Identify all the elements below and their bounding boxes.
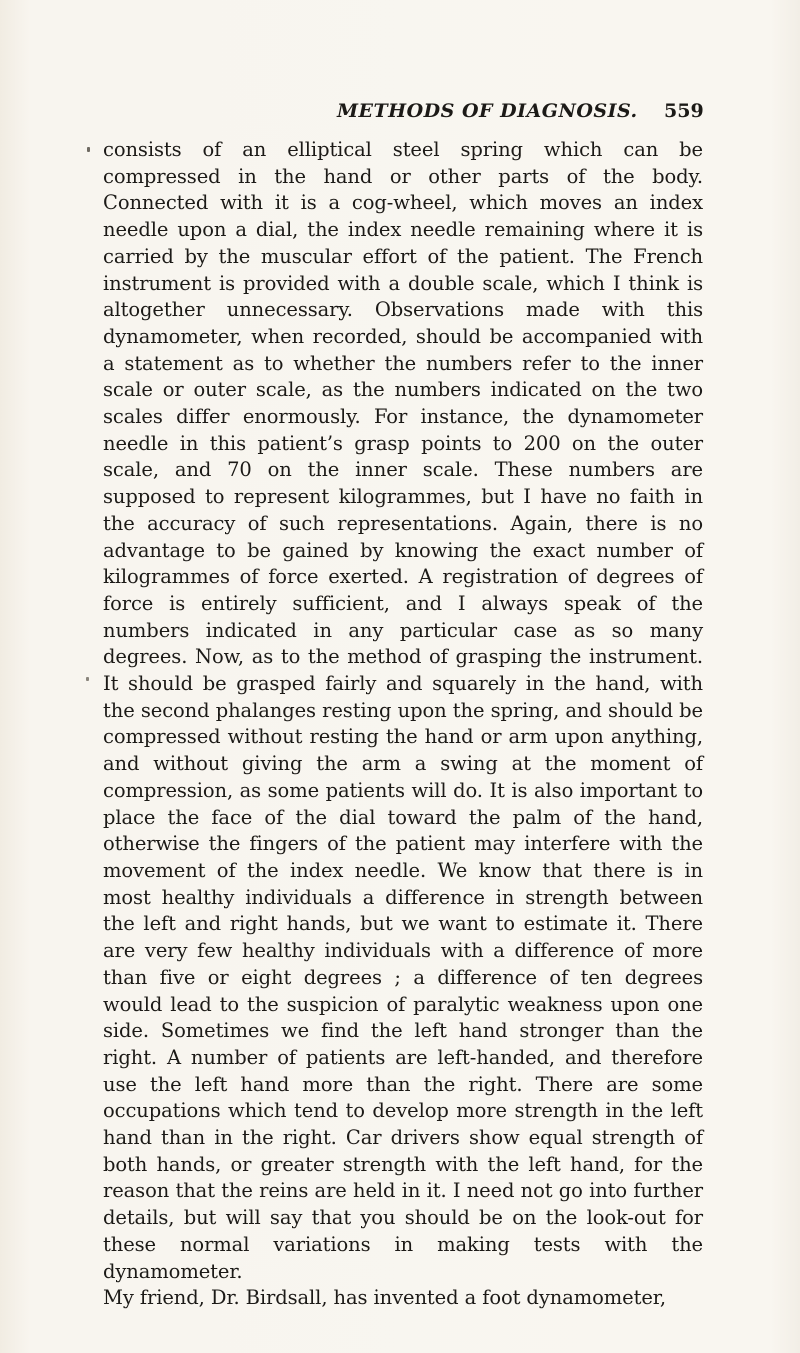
page-header — [0, 100, 800, 130]
margin-mark — [87, 147, 90, 152]
paragraph: consists of an elliptical steel spring which can be compressed in the hand or other parts of the body. Connected with it is a cog-wheel, which moves an index needle upon a dial, the index needle remaining where it is carried by the muscular effort of the patient. The French instrument is provided with a double scale, which I think is altogether unnecessary. Observations made with this dynamometer, when recorded, should be accompanied with a statement as to whether the numbers refer to the inner scale or outer scale, as the numbers indicated on the two scales differ enormously. For instance, the dynamometer needle in this patient’s grasp points to 200 on the outer scale, and 70 on the inner scale. These numbers are supposed to represent kilogrammes, but I have no faith in the accuracy of such representations. Again, there is no advantage to be gained by knowing the exact number of kilogrammes of force exerted. A registration of degrees of force is entirely sufficient, and I always speak of the numbers indicated in any particular case as so many degrees. Now, as to the method of grasping the instrument. It should be grasped fairly and squarely in the hand, with the second phalanges resting upon the spring, and should be compressed without resting the hand or arm upon anything, and without giving the arm a swing at the moment of compression, as some patients will do. It is also important to place the face of the dial toward the palm of the hand, otherwise the fingers of the patient may interfere with the movement of the index needle. We know that there is in most healthy individuals a difference in strength between the left and right hands, but we want to estimate it. There are very few healthy individuals with a difference of more than five or eight degrees ; a difference of ten degrees would lead to the suspicion of paralytic weakness upon one side. Sometimes we find the left hand stronger than the right. A number of patients are left-handed, and therefore use the left hand more than the right. There are some occupations which tend to develop more strength in the left hand than in the right. Car drivers show equal strength of both hands, or greater strength with the left hand, for the reason that the reins are held in it. I need not go into further details, but will say that you should be on the look-out for these normal variations in making tests with the dynamometer. — [103, 138, 703, 1283]
body-text — [103, 137, 703, 1312]
page-number: 559 — [664, 100, 704, 122]
running-title: METHODS OF DIAGNOSIS. — [337, 100, 638, 122]
paragraph: My friend, Dr. Birdsall, has invented a foot dynamometer, — [103, 1286, 666, 1310]
margin-mark — [86, 677, 89, 681]
